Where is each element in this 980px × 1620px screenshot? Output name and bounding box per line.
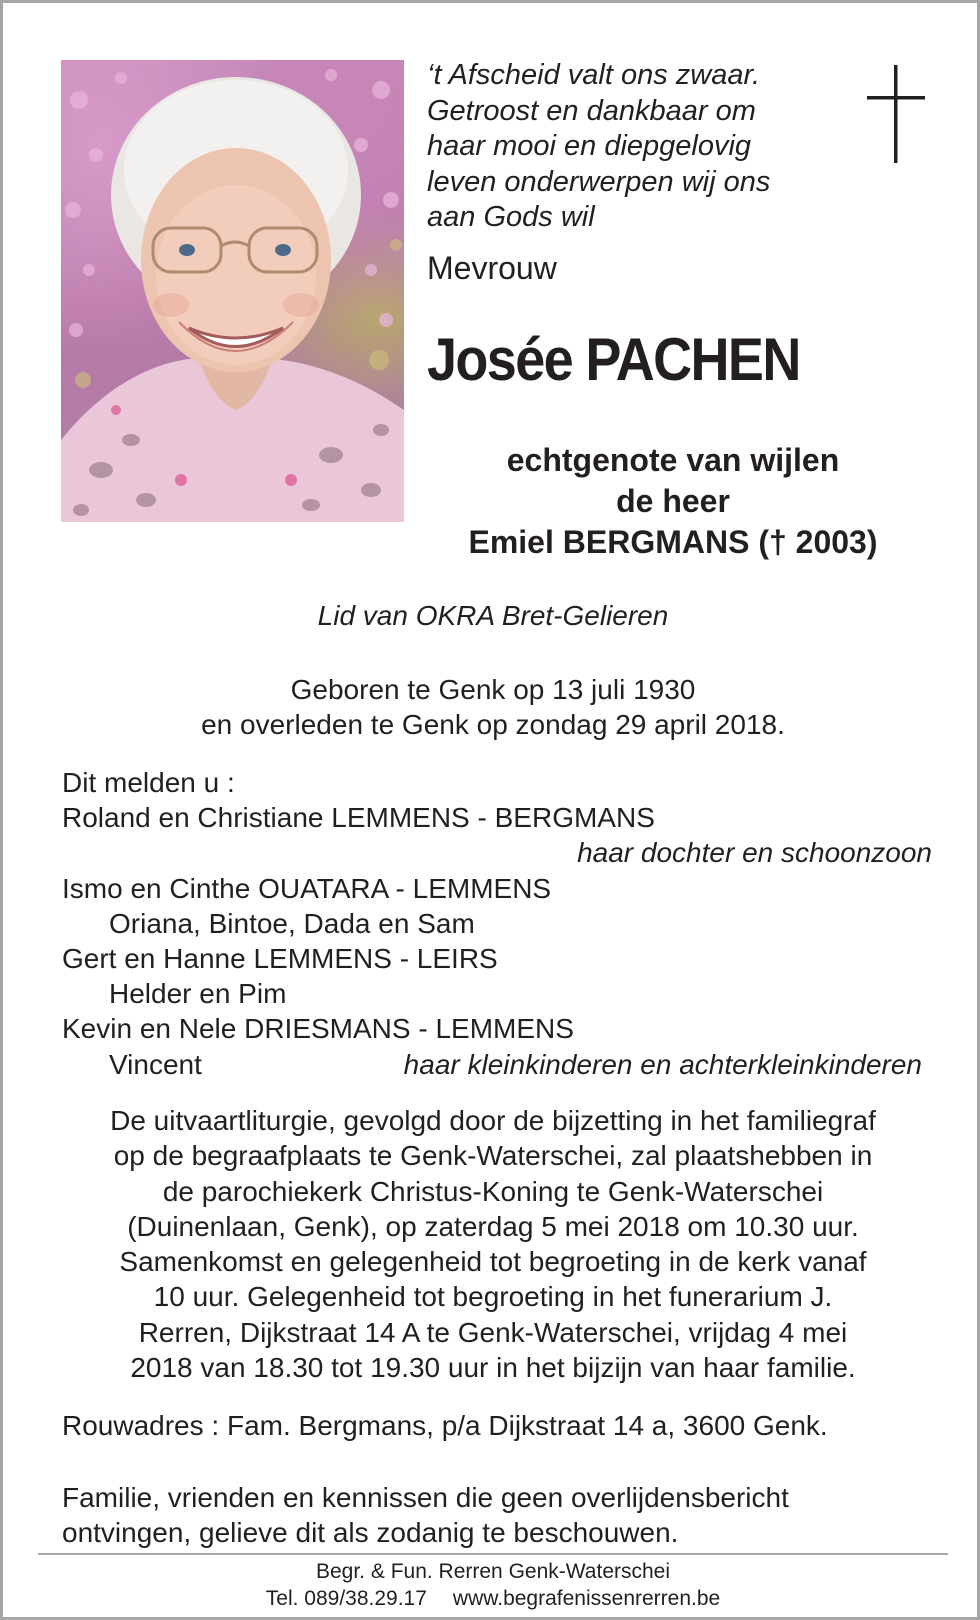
- family-member: Kevin en Nele DRIESMANS - LEMMENS: [62, 1013, 574, 1045]
- family-member: Helder en Pim: [109, 978, 287, 1010]
- ceremony-line: (Duinenlaan, Genk), op zaterdag 5 mei 2018 om 10.30 uur.: [127, 1210, 859, 1242]
- funeral-home-name: Begr. & Fun. Rerren Genk-Waterschei: [315, 1560, 671, 1583]
- spouse-line: echtgenote van wijlen: [506, 442, 840, 478]
- deceased-name: Josée PACHEN: [427, 326, 800, 393]
- farewell-quote: [427, 58, 857, 236]
- phone-number: Tel. 089/38.29.17: [265, 1587, 427, 1610]
- quote-line: aan Gods wil: [427, 201, 595, 233]
- family-role: haar dochter en schoonzoon: [577, 837, 932, 869]
- membership: Lid van OKRA Bret-Gelieren: [317, 600, 669, 631]
- family-member: Roland en Christiane LEMMENS - BERGMANS: [62, 802, 655, 834]
- notice-line: ontvingen, gelieve dit als zodanig te beschouwen.: [62, 1516, 679, 1548]
- spouse-info: [423, 440, 923, 563]
- family-list: [62, 765, 932, 1082]
- birth-death-dates: [3, 673, 980, 742]
- mourning-address: Rouwadres : Fam. Bergmans, p/a Dijkstraat 14 a, 3600 Genk.: [62, 1410, 828, 1441]
- ceremony-line: Samenkomst en gelegenheid tot begroeting in de kerk vanaf: [119, 1246, 867, 1278]
- ceremony-details: [23, 1103, 963, 1385]
- family-member: Ismo en Cinthe OUATARA - LEMMENS: [62, 872, 552, 904]
- ceremony-line: op de begraafplaats te Genk-Waterschei, zal plaatshebben in: [113, 1140, 873, 1172]
- quote-line: haar mooi en diepgelovig: [427, 130, 752, 162]
- dates-line: en overleden te Genk op zondag 29 april 2018.: [201, 708, 785, 740]
- footer-divider: [38, 1553, 948, 1555]
- honorific: Mevrouw: [427, 250, 557, 286]
- family-member: Oriana, Bintoe, Dada en Sam: [109, 907, 475, 939]
- dates-line: Geboren te Genk op 13 juli 1930: [290, 674, 696, 705]
- notice-line: Familie, vrienden en kennissen die geen overlijdensbericht: [62, 1482, 789, 1513]
- quote-line: ‘t Afscheid valt ons zwaar.: [427, 59, 761, 91]
- spouse-line: Emiel BERGMANS († 2003): [468, 524, 878, 560]
- cross-icon: [867, 65, 925, 163]
- family-member: Vincent: [109, 1048, 202, 1080]
- family-member: Gert en Hanne LEMMENS - LEIRS: [62, 942, 498, 974]
- footer-contact: [3, 1585, 980, 1612]
- ceremony-line: De uitvaartliturgie, gevolgd door de bijzetting in het familiegraf: [110, 1105, 876, 1136]
- ceremony-line: Rerren, Dijkstraat 14 A te Genk-Waterschei, vrijdag 4 mei: [138, 1316, 848, 1348]
- quote-line: Getroost en dankbaar om: [427, 94, 756, 127]
- portrait-illustration: [61, 60, 404, 522]
- family-role: haar kleinkinderen en achterkleinkinderen: [403, 1048, 922, 1080]
- ceremony-line: de parochiekerk Christus-Koning te Genk-Waterschei: [162, 1175, 824, 1207]
- family-intro: Dit melden u :: [62, 767, 235, 798]
- footer: [3, 1558, 980, 1612]
- quote-line: leven onderwerpen wij ons: [427, 165, 771, 198]
- notice-text: [62, 1481, 789, 1550]
- portrait-photo: [61, 60, 404, 522]
- spouse-line: de heer: [616, 483, 730, 519]
- family-member-row: [62, 1047, 932, 1082]
- website-link[interactable]: www.begrafenissenrerren.be: [452, 1587, 721, 1610]
- ceremony-line: 2018 van 18.30 tot 19.30 uur in het bijzijn van haar familie.: [130, 1352, 856, 1384]
- ceremony-line: 10 uur. Gelegenheid tot begroeting in het funerarium J.: [153, 1281, 833, 1313]
